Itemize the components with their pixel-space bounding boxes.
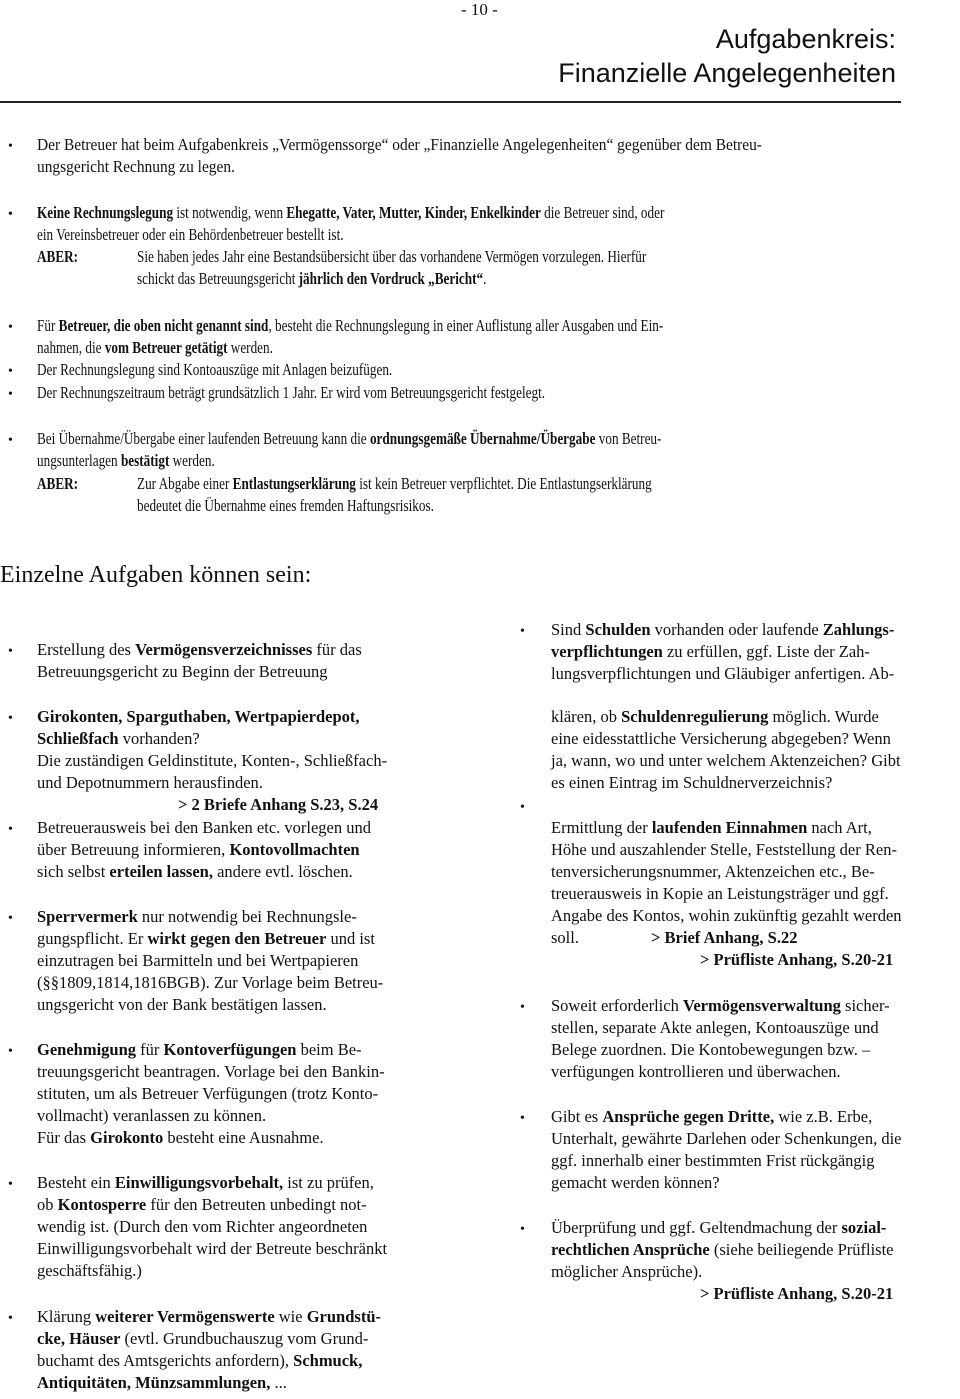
- bold-text: wirkt gegen den Betreuer: [147, 929, 327, 948]
- text: vorhanden?: [118, 729, 200, 748]
- text: von Betreu-: [595, 429, 662, 448]
- bold-text: Grundstü-: [306, 1307, 381, 1326]
- intro-p5: Der Rechnungszeitraum beträgt grundsätzlich 1 Jahr. Er wird vom Betreuungsgericht festgelegt.: [37, 383, 546, 402]
- right-item1-line5: eine eidesstattliche Versicherung abgegeben? Wenn: [551, 729, 891, 748]
- bullet-icon: •: [8, 207, 13, 222]
- bold-text: Schließfach: [37, 729, 119, 748]
- right-item4-line3: ggf. innerhalb einer bestimmten Frist rückgängig: [551, 1151, 875, 1170]
- bold-text: Schmuck,: [293, 1351, 363, 1370]
- bullet-icon: •: [8, 1311, 13, 1326]
- text: Für das: [37, 1128, 91, 1147]
- page-number: - 10 -: [461, 0, 498, 19]
- right-item3-line1: [551, 995, 890, 1017]
- bold-text: Girokonten, Sparguthaben, Wertpapierdepot,: [37, 707, 360, 726]
- bullet-icon: •: [8, 320, 13, 335]
- intro-p1-line1: Der Betreuer hat beim Aufgabenkreis „Vermögenssorge“ oder „Finanzielle Angelegenheiten“ gegenüber dem Betreu-: [37, 135, 762, 154]
- right-item2-line4: treuerausweis in Kopie an Leistungsträger und ggf.: [551, 884, 889, 903]
- right-item4-line4: gemacht werden können?: [551, 1173, 720, 1192]
- text: Besteht ein: [37, 1173, 115, 1192]
- left-item6-line4: Einwilligungsvorbehalt wird der Betreute beschränkt: [37, 1239, 388, 1258]
- text: Zur Abgabe einer: [137, 474, 233, 493]
- bold-text: Einwilligungsvorbehalt,: [114, 1173, 284, 1192]
- text: nahmen, die: [37, 338, 105, 357]
- text: und ist: [326, 929, 375, 948]
- right-item2-line1: [551, 817, 872, 839]
- right-item3-line2: stellen, separate Akte anlegen, Kontoauszüge und: [551, 1018, 879, 1037]
- right-item5-ref: [700, 1283, 893, 1305]
- bold-text: Kontosperre: [57, 1195, 147, 1214]
- text: Soweit erforderlich: [551, 996, 683, 1015]
- bullet-icon: •: [520, 624, 525, 639]
- text: ist kein Betreuer verpflichtet. Die Entlastungserklärung: [355, 474, 652, 493]
- text: Für: [37, 316, 59, 335]
- text: Erstellung des: [37, 640, 136, 659]
- text: über Betreuung informieren,: [37, 840, 230, 859]
- left-item3-line1: Betreuerausweis bei den Banken etc. vorlegen und: [37, 818, 372, 837]
- reference-link: > Prüfliste Anhang, S.20-21: [700, 950, 894, 969]
- text: für: [136, 1040, 164, 1059]
- right-item4-line1: [551, 1106, 872, 1128]
- bullet-icon: •: [520, 1222, 525, 1237]
- intro-p2-aber-line1: Sie haben jedes Jahr eine Bestandsübersicht über das vorhandene Vermögen vorzulegen. Hierfür: [137, 247, 647, 266]
- bullet-icon: •: [8, 433, 13, 448]
- left-item2-line4: und Depotnummern herausfinden.: [37, 773, 263, 792]
- left-item5-line4: vollmacht) veranlassen zu können.: [37, 1106, 267, 1125]
- bold-text: Schulden: [585, 620, 651, 639]
- bold-text: bestätigt: [120, 451, 170, 470]
- right-item2-ref2: [700, 949, 893, 971]
- bold-text: Ehegatte, Vater, Mutter, Kinder, Enkelkinder: [286, 203, 541, 222]
- reference-link: > 2 Briefe Anhang S.23, S.24: [178, 795, 379, 814]
- section-heading: Einzelne Aufgaben können sein:: [0, 562, 312, 588]
- left-item2-line3: Die zuständigen Geldinstitute, Konten-, Schließfach-: [37, 751, 388, 770]
- reference-link: > Prüfliste Anhang, S.20-21: [700, 1284, 894, 1303]
- page-title-line1: Aufgabenkreis:: [715, 24, 896, 54]
- bold-text: Sperrvermerk: [37, 907, 138, 926]
- aber-label-text: ABER:: [37, 247, 79, 266]
- text: (evtl. Grundbuchauszug vom Grund-: [120, 1329, 369, 1348]
- bullet-icon: •: [520, 800, 525, 815]
- bold-text: Vermögensverzeichnisses: [135, 640, 313, 659]
- bold-text: Zahlungs-: [822, 620, 895, 639]
- right-item1-line3: lungsverpflichtungen und Gläubiger anfertigen. Ab-: [551, 664, 895, 683]
- text: möglich. Wurde: [768, 707, 879, 726]
- left-item4-line5: ungsgericht von der Bank bestätigen lassen.: [37, 995, 327, 1014]
- text: sich selbst: [37, 862, 110, 881]
- left-item5-line2: treuungsgericht beantragen. Vorlage bei den Bankin-: [37, 1062, 385, 1081]
- left-item4-line4: (§§1809,1814,1816BGB). Zur Vorlage beim Betreu-: [37, 973, 384, 992]
- text: vorhanden oder laufende: [650, 620, 823, 639]
- bullet-icon: •: [8, 139, 13, 154]
- text: gungspflicht. Er: [37, 929, 148, 948]
- text: beim Be-: [296, 1040, 362, 1059]
- right-item1-line7: es einen Eintrag im Schuldnerverzeichnis?: [551, 773, 833, 792]
- bullet-icon: •: [8, 1177, 13, 1192]
- bullet-icon: •: [520, 1000, 525, 1015]
- text: nach Art,: [807, 818, 872, 837]
- intro-p2-line2: ein Vereinsbetreuer oder ein Behördenbetreuer bestellt ist.: [37, 225, 344, 244]
- right-item1-line2: [551, 641, 870, 663]
- left-item6-line3: wendig ist. (Durch den vom Richter angeordneten: [37, 1217, 368, 1236]
- text: Überprüfung und ggf. Geltendmachung der: [551, 1218, 842, 1237]
- bold-text: laufenden Einnahmen: [651, 818, 808, 837]
- right-item4-line2: Unterhalt, gewährte Darlehen oder Schenkungen, die: [551, 1129, 902, 1148]
- text: , besteht die Rechnungslegung in einer Auflistung aller Ausgaben und Ein-: [268, 316, 664, 335]
- intro-p6-aber-line2: bedeutet die Übernahme eines fremden Haftungsrisikos.: [137, 496, 434, 515]
- bold-text: Antiquitäten, Münzsammlungen,: [37, 1373, 271, 1392]
- right-item2-ref1: [651, 927, 797, 949]
- text: ob: [37, 1195, 58, 1214]
- bullet-icon: •: [520, 1111, 525, 1126]
- bold-text: sozial-: [841, 1218, 887, 1237]
- left-item5-line3: stituten, um als Betreuer Verfügungen (trotz Konto-: [37, 1084, 379, 1103]
- text: werden.: [169, 451, 215, 470]
- right-item2-line3: tenversicherungsnummer, Aktenzeichen etc., Be-: [551, 862, 875, 881]
- bold-text: Schuldenregulierung: [621, 707, 769, 726]
- reference-link: > Brief Anhang, S.22: [651, 928, 798, 947]
- aber-label-text: ABER:: [37, 474, 79, 493]
- text: werden.: [227, 338, 273, 357]
- bullet-icon: •: [8, 911, 13, 926]
- text: nur notwendig bei Rechnungsle-: [137, 907, 357, 926]
- bold-text: Kontoverfügungen: [163, 1040, 297, 1059]
- text: klären, ob: [551, 707, 622, 726]
- text: Klärung: [37, 1307, 96, 1326]
- right-item3-line3: Belege zuordnen. Die Kontobewegungen bzw. –: [551, 1040, 871, 1059]
- bold-text: Ansprüche gegen Dritte,: [602, 1107, 775, 1126]
- text: ...: [270, 1373, 287, 1392]
- right-item1-line1: [551, 619, 894, 641]
- bold-text: Betreuer, die oben nicht genannt sind: [58, 316, 269, 335]
- intro-p1-line2: ungsgericht Rechnung zu legen.: [37, 157, 235, 176]
- left-item6-line5: geschäftsfähig.): [37, 1261, 142, 1280]
- text: für den Betreuten unbedingt not-: [146, 1195, 367, 1214]
- bold-text: ordnungsgemäße Übernahme/Übergabe: [369, 429, 596, 448]
- text: (siehe beiliegende Prüfliste: [709, 1240, 894, 1259]
- left-item4-line3: einzutragen bei Barmitteln und bei Wertpapieren: [37, 951, 359, 970]
- bold-text: cke, Häuser: [37, 1329, 121, 1348]
- text: schickt das Betreuungsgericht: [137, 269, 299, 288]
- bold-text: Genehmigung: [37, 1040, 137, 1059]
- text: Ermittlung der: [551, 818, 652, 837]
- bold-text: Girokonto: [90, 1128, 164, 1147]
- right-item1-line6: ja, wann, wo und unter welchem Aktenzeichen? Gibt: [551, 751, 901, 770]
- text: die Betreuer sind, oder: [540, 203, 665, 222]
- right-item5-line3: möglicher Ansprüche).: [551, 1262, 703, 1281]
- left-item1-line2: Betreuungsgericht zu Beginn der Betreuung: [37, 662, 328, 681]
- right-item5-line1: [551, 1217, 886, 1239]
- text: sicher-: [840, 996, 890, 1015]
- bold-text: verpflichtungen: [551, 642, 663, 661]
- text: andere evtl. löschen.: [212, 862, 353, 881]
- text: buchamt des Amtsgerichts anfordern),: [37, 1351, 294, 1370]
- right-item2-line2: Höhe und auszahlender Stelle, Feststellung der Ren-: [551, 840, 897, 859]
- bullet-icon: •: [8, 644, 13, 659]
- bold-text: Kontovollmachten: [229, 840, 360, 859]
- bold-text: Entlastungserklärung: [232, 474, 356, 493]
- right-item5-line2: [551, 1239, 893, 1261]
- right-item2-line6: soll.: [551, 928, 579, 947]
- text: ist zu prüfen,: [283, 1173, 374, 1192]
- text: .: [483, 269, 487, 288]
- text: ungsunterlagen: [37, 451, 121, 470]
- bullet-icon: •: [8, 711, 13, 726]
- bold-text: erteilen lassen,: [109, 862, 213, 881]
- bullet-icon: •: [8, 822, 13, 837]
- text: Bei Übernahme/Übergabe einer laufenden Betreuung kann die: [37, 429, 370, 448]
- bullet-icon: •: [8, 364, 13, 379]
- right-item1-line4: [551, 706, 879, 728]
- bold-text: Vermögensverwaltung: [682, 996, 841, 1015]
- text: wie z.B. Erbe,: [774, 1107, 873, 1126]
- page-title-line2: Finanzielle Angelegenheiten: [558, 58, 896, 88]
- bold-text: jährlich den Vordruck „Bericht“: [298, 269, 484, 288]
- bold-text: vom Betreuer getätigt: [104, 338, 228, 357]
- bullet-icon: •: [8, 387, 13, 402]
- bold-text: weiterer Vermögenswerte: [95, 1307, 275, 1326]
- right-item3-line4: verfügungen kontrollieren und überwachen.: [551, 1062, 841, 1081]
- bold-text: rechtlichen Ansprüche: [551, 1240, 710, 1259]
- text: wie: [274, 1307, 307, 1326]
- text: Sind: [551, 620, 586, 639]
- bullet-icon: •: [8, 1044, 13, 1059]
- text: Gibt es: [551, 1107, 603, 1126]
- text: ist notwendig, wenn: [173, 203, 287, 222]
- text: zu erfüllen, ggf. Liste der Zah-: [662, 642, 870, 661]
- bold-text: Keine Rechnungslegung: [37, 203, 174, 222]
- text: für das: [312, 640, 362, 659]
- right-item2-line5: Angabe des Kontos, wohin zukünftig gezahlt werden: [551, 906, 902, 925]
- text: besteht eine Ausnahme.: [163, 1128, 324, 1147]
- intro-p4: Der Rechnungslegung sind Kontoauszüge mit Anlagen beizufügen.: [37, 360, 393, 379]
